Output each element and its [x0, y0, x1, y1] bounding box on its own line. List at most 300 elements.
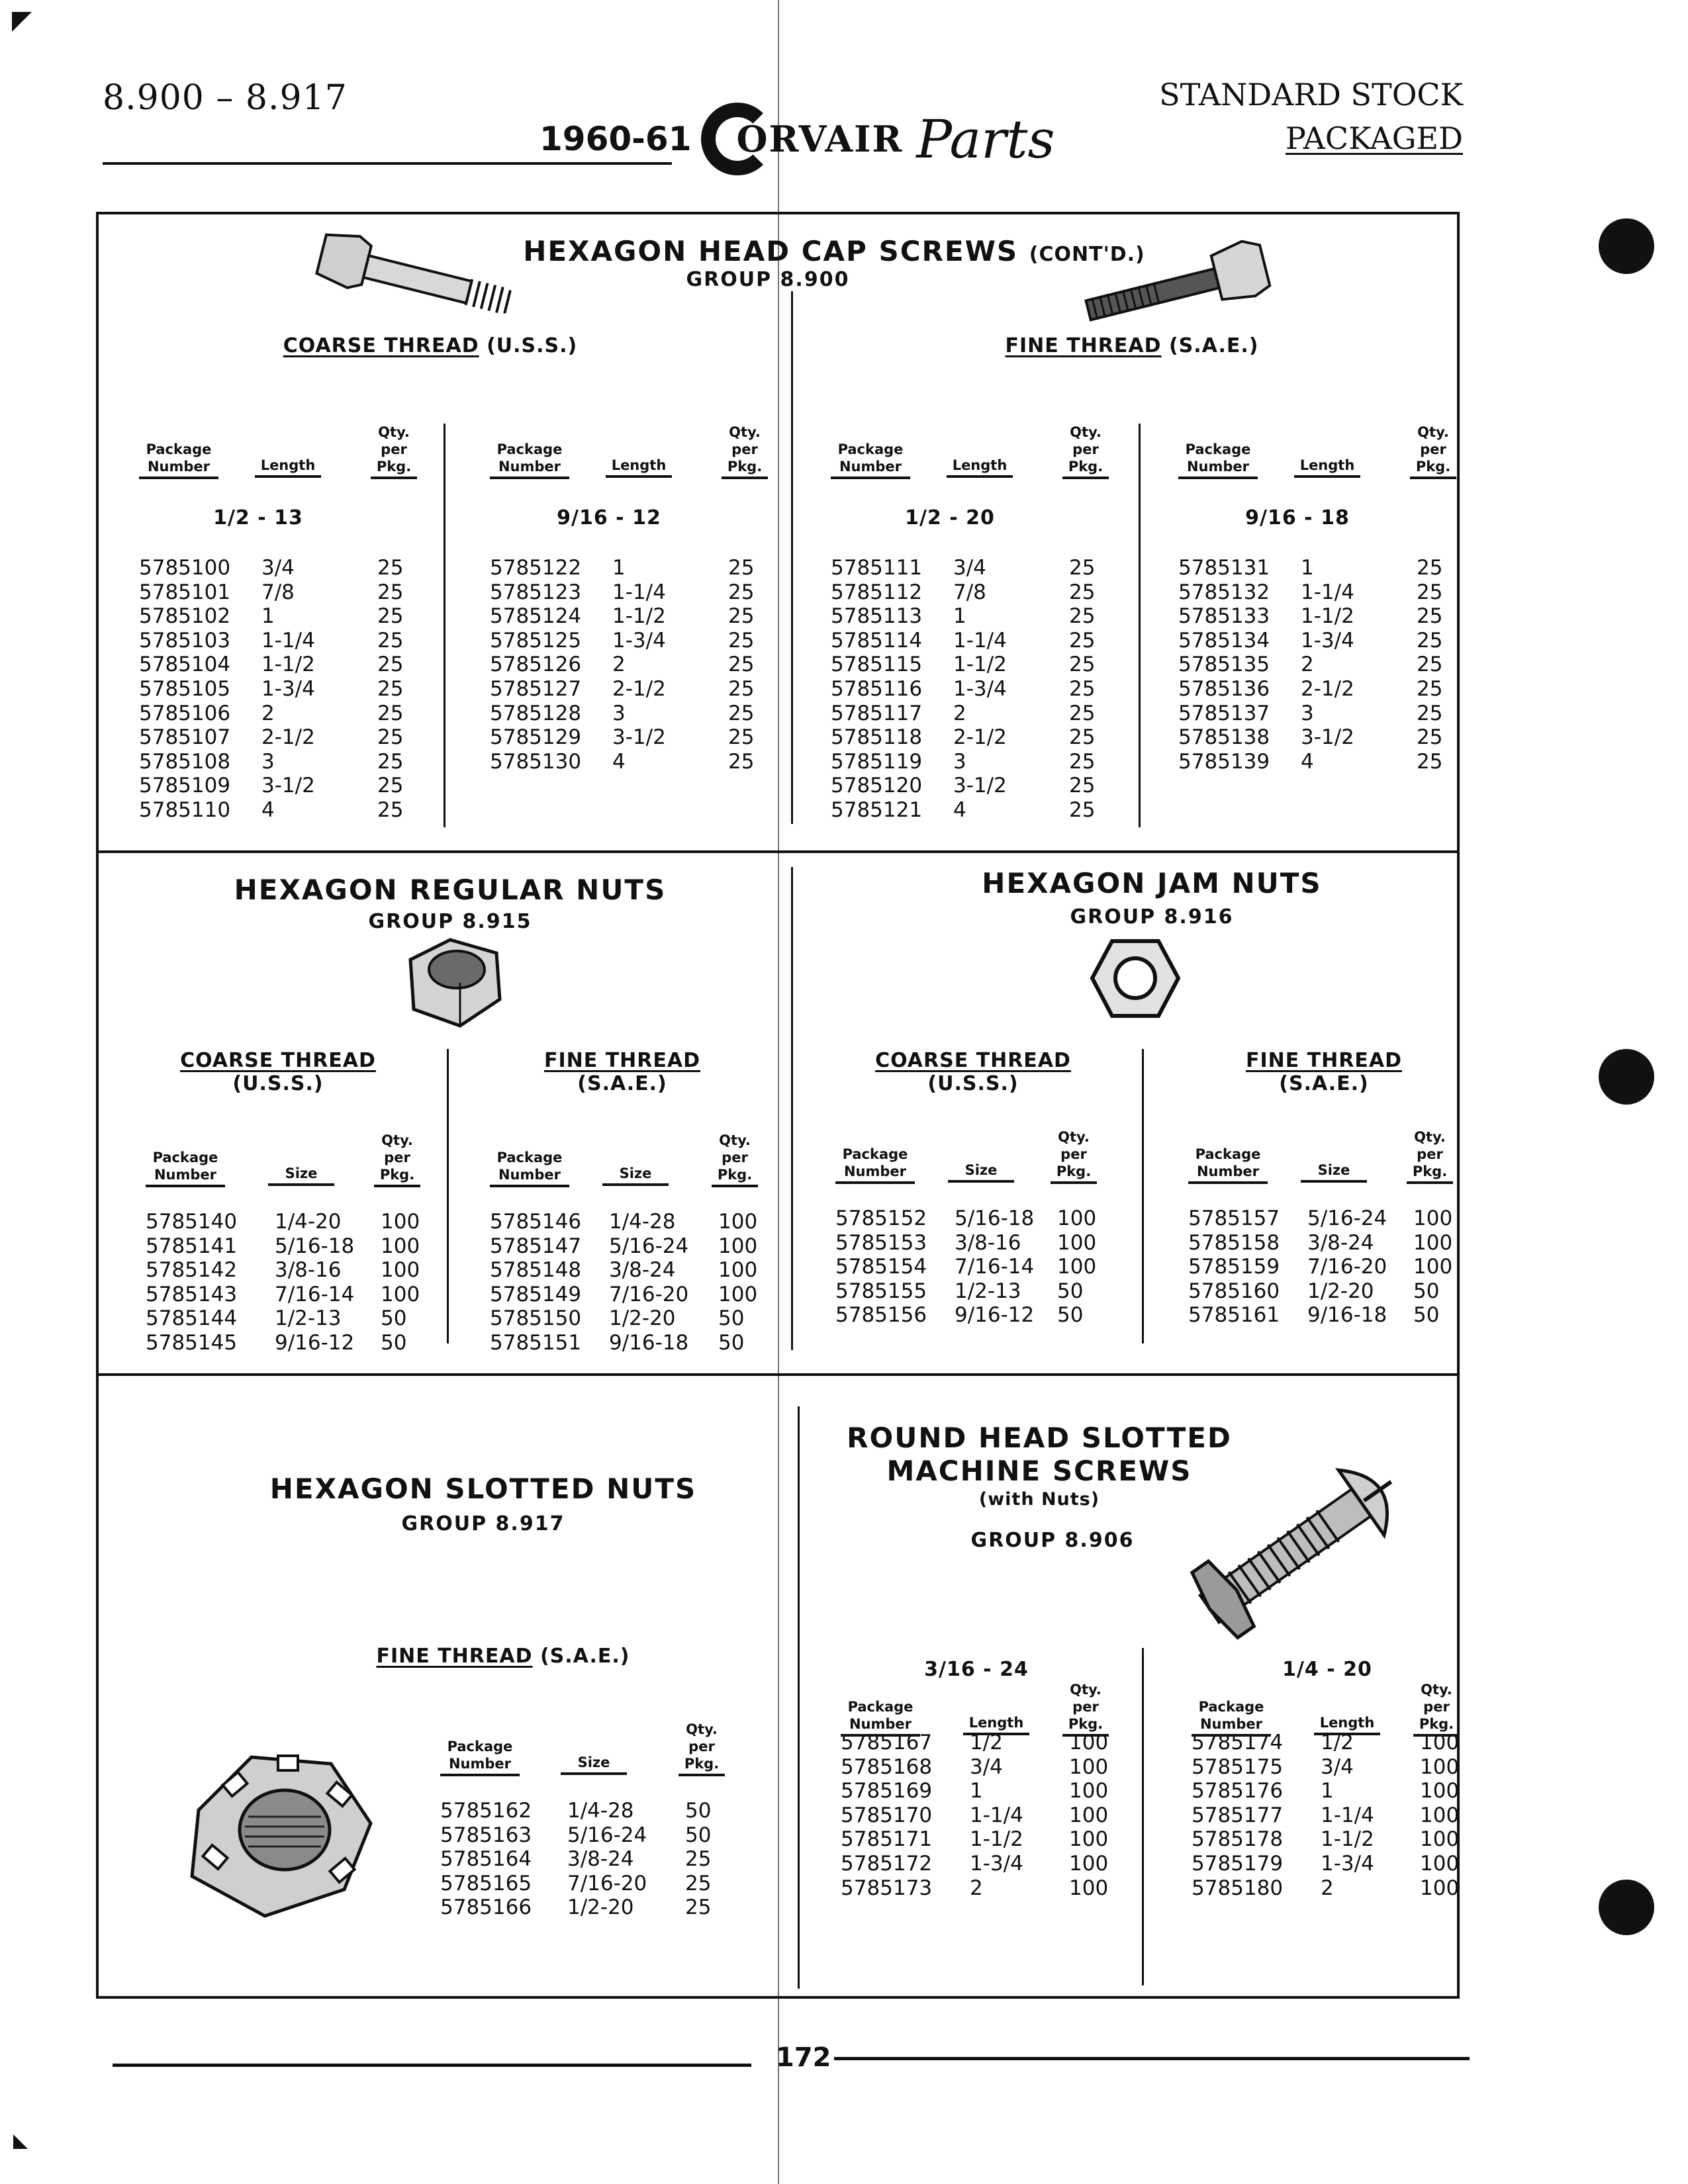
column-header-qty: Qty. per Pkg.: [1413, 1681, 1460, 1737]
machine-screws-title-2: MACHINE SCREWS: [886, 1455, 1192, 1487]
item-length: 7/8: [261, 580, 295, 604]
cap-screw-fine-icon: [1066, 238, 1291, 338]
package-number: 5785167: [841, 1731, 933, 1754]
item-length: 1/2: [970, 1731, 1003, 1754]
qty-per-pkg: 50: [685, 1799, 712, 1823]
column-header-qty: Qty. per Pkg.: [1410, 424, 1456, 479]
package-number: 5785111: [831, 556, 923, 580]
footer-rule-left: [113, 2064, 751, 2067]
package-number: 5785170: [841, 1803, 933, 1827]
item-size: 1/2-20: [567, 1895, 634, 1920]
jam-coarse-thread-label: [847, 1049, 1099, 1095]
package-number: 5785160: [1188, 1279, 1280, 1303]
package-number: 5785163: [440, 1823, 532, 1847]
package-number: 5785143: [146, 1282, 238, 1306]
qty-per-pkg: 25: [728, 677, 755, 701]
item-length: 1-3/4: [970, 1852, 1023, 1876]
package-number: 5785148: [490, 1258, 582, 1283]
stock-heading: [1159, 73, 1463, 160]
cap-fine-std: (S.A.E.): [1168, 334, 1259, 357]
item-length: 3-1/2: [612, 725, 666, 750]
qty-per-pkg: 25: [1069, 749, 1096, 774]
package-number: 5785175: [1192, 1754, 1284, 1779]
item-length: 1/2: [1321, 1731, 1354, 1754]
package-number: 5785146: [490, 1210, 582, 1234]
qty-per-pkg: 25: [1417, 749, 1443, 774]
item-length: 2: [1301, 653, 1314, 677]
item-length: 1-1/4: [1301, 580, 1354, 604]
column-header-size: Size: [268, 1165, 334, 1186]
qty-per-pkg: 100: [1420, 1876, 1460, 1900]
package-number: 5785100: [139, 556, 231, 580]
item-size: 3/8-16: [275, 1258, 342, 1283]
package-number: 5785106: [139, 701, 231, 725]
package-number: 5785177: [1192, 1803, 1284, 1827]
qty-per-pkg: 25: [377, 774, 404, 798]
reg-coarse-thread-label: [152, 1049, 404, 1095]
qty-per-pkg: 100: [1069, 1803, 1109, 1827]
column-header-size: Size: [561, 1754, 627, 1775]
size-heading: 9/16 - 12: [557, 506, 661, 529]
package-number: 5785139: [1178, 749, 1270, 774]
column-header-length: Length: [606, 457, 672, 478]
package-number: 5785129: [490, 725, 582, 750]
column-header-qty: Qty. per Pkg.: [374, 1132, 420, 1187]
package-number: 5785121: [831, 798, 923, 822]
package-number: 5785152: [835, 1206, 927, 1230]
column-header-package: Package Number: [841, 1698, 920, 1737]
package-number: 5785138: [1178, 725, 1270, 750]
binder-hole-icon: [1599, 218, 1654, 274]
package-number: 5785171: [841, 1827, 933, 1852]
table-column-divider: [1142, 1049, 1144, 1343]
reg-fine-thread-label: [510, 1049, 735, 1095]
item-length: 1: [1321, 1779, 1334, 1803]
qty-per-pkg: 25: [728, 725, 755, 750]
package-number: 5785125: [490, 628, 582, 653]
jam-fine-std: (S.A.E.): [1279, 1072, 1369, 1095]
package-number: 5785137: [1178, 701, 1270, 725]
qty-per-pkg: 25: [377, 798, 404, 822]
reg-coarse-std: (U.S.S.): [232, 1072, 324, 1095]
qty-per-pkg: 25: [1417, 653, 1443, 677]
cap-fine-label: FINE THREAD: [1005, 334, 1162, 357]
item-length: 3: [261, 749, 275, 774]
package-number: 5785117: [831, 701, 923, 725]
qty-per-pkg: 25: [1069, 701, 1096, 725]
qty-per-pkg: 25: [1069, 653, 1096, 677]
qty-per-pkg: 50: [1057, 1279, 1084, 1303]
item-length: 1-3/4: [261, 677, 315, 701]
item-size: 5/16-18: [275, 1234, 355, 1258]
qty-per-pkg: 25: [377, 628, 404, 653]
footer-rule-right: [834, 2057, 1470, 2060]
table-column-divider: [444, 424, 445, 827]
qty-per-pkg: 25: [685, 1847, 712, 1872]
catalog-brand: ORVAIR: [736, 118, 904, 160]
qty-per-pkg: 100: [1420, 1803, 1460, 1827]
item-size: 7/16-20: [1307, 1255, 1387, 1279]
item-length: 4: [1301, 749, 1314, 774]
catalog-years: 1960-61: [539, 120, 692, 158]
package-number: 5785115: [831, 653, 923, 677]
package-number: 5785130: [490, 749, 582, 774]
package-number: 5785154: [835, 1255, 927, 1279]
package-number: 5785162: [440, 1799, 532, 1823]
package-number: 5785147: [490, 1234, 582, 1258]
package-number: 5785151: [490, 1331, 582, 1355]
package-number: 5785114: [831, 628, 923, 653]
item-length: 1-3/4: [612, 628, 666, 653]
qty-per-pkg: 100: [718, 1234, 758, 1258]
column-header-length: Length: [1314, 1714, 1380, 1735]
stock-line-1: STANDARD STOCK: [1159, 77, 1463, 113]
qty-per-pkg: 25: [1417, 604, 1443, 629]
item-size: 1/4-20: [275, 1210, 342, 1234]
column-header-length: Length: [1294, 457, 1360, 478]
item-length: 1: [1301, 556, 1314, 580]
slotted-nuts-title: HEXAGON SLOTTED NUTS: [269, 1473, 697, 1505]
size-heading: 1/2 - 20: [905, 506, 995, 529]
package-number: 5785104: [139, 653, 231, 677]
qty-per-pkg: 25: [1417, 725, 1443, 750]
column-header-qty: Qty. per Pkg.: [722, 424, 768, 479]
qty-per-pkg: 100: [718, 1258, 758, 1283]
qty-per-pkg: 25: [728, 701, 755, 725]
package-number: 5785133: [1178, 604, 1270, 629]
package-number: 5785140: [146, 1210, 238, 1234]
item-length: 1: [612, 556, 626, 580]
qty-per-pkg: 100: [1069, 1852, 1109, 1876]
catalog-logo: [539, 99, 1055, 179]
qty-per-pkg: 25: [1069, 774, 1096, 798]
qty-per-pkg: 100: [718, 1282, 758, 1306]
package-number: 5785155: [835, 1279, 927, 1303]
cap-screws-title-suffix: (CONT'D.): [1029, 243, 1145, 266]
jam-nuts-title: HEXAGON JAM NUTS: [982, 867, 1322, 899]
package-number: 5785124: [490, 604, 582, 629]
item-length: 1-1/2: [612, 604, 666, 629]
item-length: 4: [953, 798, 966, 822]
section-range: 8.900 – 8.917: [103, 78, 348, 118]
column-header-package: Package Number: [146, 1149, 225, 1187]
item-length: 3/4: [261, 556, 295, 580]
qty-per-pkg: 100: [381, 1258, 420, 1283]
qty-per-pkg: 25: [728, 556, 755, 580]
column-header-size: Size: [1301, 1161, 1367, 1183]
jam-fine-thread-label: [1211, 1049, 1436, 1095]
slotted-nut-icon: [179, 1737, 384, 1929]
qty-per-pkg: 100: [1069, 1827, 1109, 1852]
item-size: 1/4-28: [567, 1799, 634, 1823]
column-divider: [791, 867, 793, 1350]
section-divider: [96, 1373, 1460, 1376]
qty-per-pkg: 50: [718, 1306, 745, 1331]
qty-per-pkg: 100: [381, 1234, 420, 1258]
size-heading: 1/4 - 20: [1282, 1658, 1372, 1681]
item-length: 1-1/2: [953, 653, 1007, 677]
item-size: 3/8-24: [567, 1847, 634, 1872]
qty-per-pkg: 100: [1069, 1876, 1109, 1900]
reg-coarse-label: COARSE THREAD: [180, 1049, 376, 1072]
item-size: 7/16-14: [955, 1255, 1035, 1279]
item-length: 1-3/4: [1301, 628, 1354, 653]
qty-per-pkg: 25: [728, 580, 755, 604]
package-number: 5785127: [490, 677, 582, 701]
item-size: 1/2-13: [955, 1279, 1021, 1303]
item-length: 1-1/2: [261, 653, 315, 677]
package-number: 5785145: [146, 1331, 238, 1355]
qty-per-pkg: 25: [377, 677, 404, 701]
binder-hole-icon: [1599, 1880, 1654, 1935]
item-length: 1-1/4: [261, 628, 315, 653]
cap-screws-title-text: HEXAGON HEAD CAP SCREWS: [523, 235, 1019, 267]
package-number: 5785136: [1178, 677, 1270, 701]
stock-line-2: PACKAGED: [1285, 120, 1463, 156]
corner-mark-top: [12, 12, 32, 32]
package-number: 5785110: [139, 798, 231, 822]
item-size: 9/16-18: [609, 1331, 689, 1355]
item-length: 1-1/2: [1321, 1827, 1374, 1852]
qty-per-pkg: 100: [1057, 1230, 1097, 1255]
item-length: 1: [953, 604, 966, 629]
item-size: 3/8-24: [609, 1258, 676, 1283]
package-number: 5785166: [440, 1895, 532, 1920]
binder-hole-icon: [1599, 1049, 1654, 1105]
qty-per-pkg: 100: [1420, 1779, 1460, 1803]
item-size: 7/16-20: [567, 1871, 647, 1895]
item-length: 1-3/4: [1321, 1852, 1374, 1876]
table-column-divider: [1139, 424, 1141, 827]
package-number: 5785107: [139, 725, 231, 750]
cap-coarse-thread-label: [271, 334, 589, 357]
column-header-qty: Qty. per Pkg.: [712, 1132, 758, 1187]
package-number: 5785172: [841, 1852, 933, 1876]
package-number: 5785141: [146, 1234, 238, 1258]
qty-per-pkg: 25: [377, 749, 404, 774]
item-length: 3/4: [970, 1754, 1003, 1779]
section-divider: [96, 850, 1460, 853]
column-header-size: Size: [602, 1165, 669, 1186]
package-number: 5785180: [1192, 1876, 1284, 1900]
qty-per-pkg: 25: [728, 628, 755, 653]
machine-screw-icon: [1152, 1430, 1430, 1674]
package-number: 5785113: [831, 604, 923, 629]
item-size: 7/16-14: [275, 1282, 355, 1306]
jam-coarse-label: COARSE THREAD: [875, 1049, 1071, 1072]
regular-nuts-group: GROUP 8.915: [368, 910, 532, 933]
package-number: 5785126: [490, 653, 582, 677]
item-size: 5/16-24: [1307, 1206, 1387, 1230]
item-length: 3-1/2: [953, 774, 1007, 798]
item-length: 3: [612, 701, 626, 725]
qty-per-pkg: 100: [1413, 1230, 1453, 1255]
column-header-qty: Qty. per Pkg.: [1062, 424, 1109, 479]
qty-per-pkg: 25: [685, 1895, 712, 1920]
column-header-package: Package Number: [490, 441, 569, 479]
package-number: 5785176: [1192, 1779, 1284, 1803]
item-length: 3: [953, 749, 966, 774]
qty-per-pkg: 25: [377, 604, 404, 629]
package-number: 5785173: [841, 1876, 933, 1900]
corner-mark-bottom: [13, 2134, 28, 2149]
item-size: 5/16-24: [609, 1234, 689, 1258]
package-number: 5785164: [440, 1847, 532, 1872]
column-header-length: Length: [963, 1714, 1029, 1735]
package-number: 5785174: [1192, 1731, 1284, 1754]
qty-per-pkg: 25: [728, 653, 755, 677]
package-number: 5785168: [841, 1754, 933, 1779]
column-header-package: Package Number: [1192, 1698, 1271, 1737]
item-length: 3-1/2: [1301, 725, 1354, 750]
column-header-package: Package Number: [1178, 441, 1258, 479]
machine-screws-subtitle: (with Nuts): [978, 1489, 1100, 1510]
slotted-fine-std: (S.A.E.): [539, 1645, 630, 1668]
item-length: 1-1/4: [612, 580, 666, 604]
column-header-package: Package Number: [1188, 1146, 1268, 1184]
column-header-qty: Qty. per Pkg.: [1407, 1128, 1453, 1184]
item-length: 1-1/4: [970, 1803, 1023, 1827]
qty-per-pkg: 25: [1417, 701, 1443, 725]
column-divider: [791, 291, 793, 824]
column-header-package: Package Number: [835, 1146, 915, 1184]
qty-per-pkg: 25: [377, 556, 404, 580]
reg-fine-std: (S.A.E.): [577, 1072, 667, 1095]
package-number: 5785120: [831, 774, 923, 798]
column-header-package: Package Number: [831, 441, 910, 479]
package-number: 5785134: [1178, 628, 1270, 653]
package-number: 5785119: [831, 749, 923, 774]
qty-per-pkg: 100: [1420, 1827, 1460, 1852]
column-header-package: Package Number: [490, 1149, 569, 1187]
column-header-package: Package Number: [440, 1738, 520, 1776]
item-size: 9/16-18: [1307, 1303, 1387, 1328]
item-length: 7/8: [953, 580, 986, 604]
item-length: 1-1/4: [1321, 1803, 1374, 1827]
package-number: 5785159: [1188, 1255, 1280, 1279]
item-length: 2: [1321, 1876, 1334, 1900]
qty-per-pkg: 50: [381, 1331, 407, 1355]
qty-per-pkg: 25: [1069, 677, 1096, 701]
qty-per-pkg: 100: [1069, 1754, 1109, 1779]
column-header-length: Length: [947, 457, 1013, 478]
qty-per-pkg: 100: [1057, 1255, 1097, 1279]
qty-per-pkg: 100: [381, 1282, 420, 1306]
item-length: 3-1/2: [261, 774, 315, 798]
item-length: 1-1/2: [1301, 604, 1354, 629]
qty-per-pkg: 25: [377, 701, 404, 725]
item-length: 3/4: [953, 556, 986, 580]
header-rule: [103, 162, 672, 165]
package-number: 5785149: [490, 1282, 582, 1306]
qty-per-pkg: 25: [1069, 798, 1096, 822]
size-heading: 3/16 - 24: [924, 1658, 1029, 1681]
item-length: 1: [970, 1779, 983, 1803]
qty-per-pkg: 50: [685, 1823, 712, 1847]
cap-screws-group: GROUP 8.900: [686, 268, 850, 291]
column-header-qty: Qty. per Pkg.: [1062, 1681, 1109, 1737]
item-length: 1-3/4: [953, 677, 1007, 701]
item-length: 2: [612, 653, 626, 677]
item-size: 9/16-12: [275, 1331, 355, 1355]
package-number: 5785169: [841, 1779, 933, 1803]
item-length: 2-1/2: [261, 725, 315, 750]
regular-nuts-title: HEXAGON REGULAR NUTS: [234, 874, 667, 906]
hex-nut-icon: [397, 933, 510, 1039]
slotted-nuts-group: GROUP 8.917: [401, 1512, 565, 1535]
cap-fine-thread-label: [993, 334, 1271, 357]
package-number: 5785161: [1188, 1303, 1280, 1328]
item-length: 2-1/2: [612, 677, 666, 701]
item-size: 7/16-20: [609, 1282, 689, 1306]
qty-per-pkg: 25: [377, 580, 404, 604]
size-heading: 1/2 - 13: [213, 506, 303, 529]
package-number: 5785179: [1192, 1852, 1284, 1876]
qty-per-pkg: 25: [1069, 725, 1096, 750]
package-number: 5785132: [1178, 580, 1270, 604]
qty-per-pkg: 100: [718, 1210, 758, 1234]
package-number: 5785144: [146, 1306, 238, 1331]
machine-screws-title-1: ROUND HEAD SLOTTED: [847, 1422, 1232, 1454]
qty-per-pkg: 25: [728, 749, 755, 774]
column-header-qty: Qty. per Pkg.: [679, 1721, 725, 1776]
qty-per-pkg: 100: [1057, 1206, 1097, 1230]
package-number: 5785122: [490, 556, 582, 580]
cap-coarse-label: COARSE THREAD: [283, 334, 479, 357]
qty-per-pkg: 100: [1413, 1206, 1453, 1230]
qty-per-pkg: 100: [381, 1210, 420, 1234]
jam-nut-icon: [1086, 933, 1185, 1026]
qty-per-pkg: 100: [1420, 1731, 1460, 1754]
machine-screws-group: GROUP 8.906: [970, 1529, 1135, 1552]
item-size: 5/16-18: [955, 1206, 1035, 1230]
jam-fine-label: FINE THREAD: [1246, 1049, 1402, 1072]
package-number: 5785116: [831, 677, 923, 701]
package-number: 5785123: [490, 580, 582, 604]
column-header-qty: Qty. per Pkg.: [1051, 1128, 1097, 1184]
column-header-length: Length: [255, 457, 321, 478]
package-number: 5785142: [146, 1258, 238, 1283]
qty-per-pkg: 100: [1413, 1255, 1453, 1279]
cap-coarse-std: (U.S.S.): [487, 334, 578, 357]
column-divider: [798, 1406, 800, 1989]
item-length: 3/4: [1321, 1754, 1354, 1779]
package-number: 5785118: [831, 725, 923, 750]
package-number: 5785156: [835, 1303, 927, 1328]
item-length: 2-1/2: [1301, 677, 1354, 701]
catalog-parts-script: Parts: [916, 108, 1055, 170]
item-size: 1/2-13: [275, 1306, 342, 1331]
package-number: 5785157: [1188, 1206, 1280, 1230]
column-header-size: Size: [948, 1161, 1014, 1183]
qty-per-pkg: 50: [1057, 1303, 1084, 1328]
item-length: 1: [261, 604, 275, 629]
qty-per-pkg: 50: [381, 1306, 407, 1331]
package-number: 5785153: [835, 1230, 927, 1255]
package-number: 5785112: [831, 580, 923, 604]
qty-per-pkg: 100: [1420, 1852, 1460, 1876]
qty-per-pkg: 25: [728, 604, 755, 629]
qty-per-pkg: 25: [1417, 580, 1443, 604]
package-number: 5785108: [139, 749, 231, 774]
item-size: 5/16-24: [567, 1823, 647, 1847]
qty-per-pkg: 25: [1069, 628, 1096, 653]
package-number: 5785150: [490, 1306, 582, 1331]
qty-per-pkg: 100: [1069, 1731, 1109, 1754]
package-number: 5785158: [1188, 1230, 1280, 1255]
item-length: 2: [261, 701, 275, 725]
qty-per-pkg: 100: [1420, 1754, 1460, 1779]
